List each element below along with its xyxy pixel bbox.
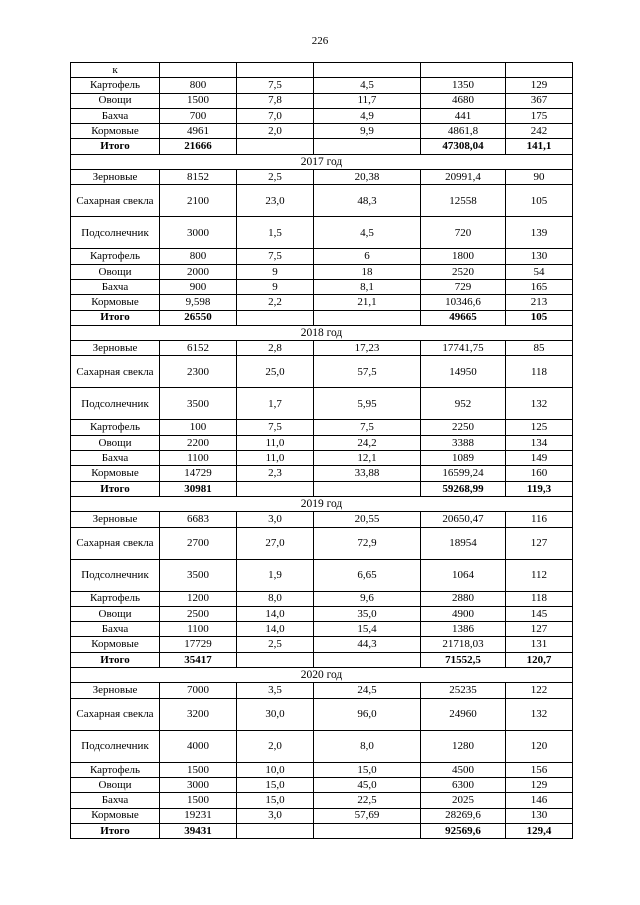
- crop-cell: Картофель: [71, 78, 160, 93]
- value-cell: 9,9: [314, 124, 421, 139]
- value-cell: 2025: [421, 793, 506, 808]
- crop-cell: Сахарная свекла: [71, 527, 160, 559]
- value-cell: 6300: [421, 777, 506, 792]
- value-cell: 3200: [160, 698, 237, 730]
- total-value: 59268,99: [421, 481, 506, 496]
- value-cell: 6: [314, 249, 421, 264]
- value-cell: 11,0: [237, 451, 314, 466]
- value-cell: 96,0: [314, 698, 421, 730]
- empty-cell: [237, 310, 314, 325]
- total-label: Итого: [71, 481, 160, 496]
- table-row: [71, 93, 573, 108]
- value-cell: 20,55: [314, 512, 421, 527]
- table-row: [71, 622, 573, 637]
- value-cell: 72,9: [314, 527, 421, 559]
- total-value: 49665: [421, 310, 506, 325]
- value-cell: 9: [237, 264, 314, 279]
- crop-cell: Кормовые: [71, 124, 160, 139]
- value-cell: 4861,8: [421, 124, 506, 139]
- total-label: Итого: [71, 823, 160, 838]
- value-cell: 1500: [160, 93, 237, 108]
- value-cell: 3,0: [237, 512, 314, 527]
- empty-cell: [160, 63, 237, 78]
- table-row: [71, 295, 573, 310]
- table-row: [71, 420, 573, 435]
- value-cell: 2,2: [237, 295, 314, 310]
- table-row: [71, 730, 573, 762]
- value-cell: 2250: [421, 420, 506, 435]
- value-cell: 129: [506, 777, 573, 792]
- total-value: 105: [506, 310, 573, 325]
- value-cell: 132: [506, 388, 573, 420]
- value-cell: 112: [506, 559, 573, 591]
- value-cell: 10346,6: [421, 295, 506, 310]
- value-cell: 25,0: [237, 356, 314, 388]
- value-cell: 7,5: [237, 78, 314, 93]
- value-cell: 213: [506, 295, 573, 310]
- crop-cell: Овощи: [71, 777, 160, 792]
- crop-cell: Картофель: [71, 249, 160, 264]
- table-row: [71, 249, 573, 264]
- table-row: [71, 185, 573, 217]
- year-header: 2017 год: [71, 154, 573, 169]
- year-header-row: [71, 496, 573, 511]
- value-cell: 3,5: [237, 683, 314, 698]
- value-cell: 118: [506, 591, 573, 606]
- value-cell: 2500: [160, 606, 237, 621]
- crop-cell: Кормовые: [71, 295, 160, 310]
- value-cell: 4000: [160, 730, 237, 762]
- value-cell: 14950: [421, 356, 506, 388]
- value-cell: 6683: [160, 512, 237, 527]
- table-row: [71, 124, 573, 139]
- value-cell: 2100: [160, 185, 237, 217]
- value-cell: 30,0: [237, 698, 314, 730]
- total-value: 120,7: [506, 652, 573, 667]
- value-cell: 11,0: [237, 435, 314, 450]
- empty-cell: [314, 481, 421, 496]
- total-value: 119,3: [506, 481, 573, 496]
- value-cell: 9,598: [160, 295, 237, 310]
- total-value: 129,4: [506, 823, 573, 838]
- value-cell: 2,0: [237, 124, 314, 139]
- value-cell: 6,65: [314, 559, 421, 591]
- value-cell: 7000: [160, 683, 237, 698]
- table-row: [71, 279, 573, 294]
- value-cell: 1089: [421, 451, 506, 466]
- table-row: [71, 606, 573, 621]
- value-cell: 4,9: [314, 108, 421, 123]
- table-row: [71, 356, 573, 388]
- value-cell: 85: [506, 341, 573, 356]
- table-row: [71, 63, 573, 78]
- crop-cell: к: [71, 63, 160, 78]
- value-cell: 1386: [421, 622, 506, 637]
- crop-cell: Подсолнечник: [71, 388, 160, 420]
- value-cell: 2700: [160, 527, 237, 559]
- crop-cell: Овощи: [71, 435, 160, 450]
- value-cell: 15,0: [237, 777, 314, 792]
- value-cell: 4900: [421, 606, 506, 621]
- value-cell: 9,6: [314, 591, 421, 606]
- value-cell: 21,1: [314, 295, 421, 310]
- crop-cell: Картофель: [71, 420, 160, 435]
- table-row: [71, 559, 573, 591]
- crop-cell: Кормовые: [71, 637, 160, 652]
- value-cell: 7,8: [237, 93, 314, 108]
- value-cell: 10,0: [237, 762, 314, 777]
- value-cell: 20991,4: [421, 170, 506, 185]
- crop-cell: Сахарная свекла: [71, 356, 160, 388]
- value-cell: 952: [421, 388, 506, 420]
- value-cell: 25235: [421, 683, 506, 698]
- total-value: 47308,04: [421, 139, 506, 154]
- value-cell: 22,5: [314, 793, 421, 808]
- total-row: [71, 481, 573, 496]
- table-row: [71, 591, 573, 606]
- crop-cell: Кормовые: [71, 808, 160, 823]
- total-row: [71, 139, 573, 154]
- table-row: [71, 435, 573, 450]
- table-row: [71, 341, 573, 356]
- value-cell: 1,9: [237, 559, 314, 591]
- table-row: [71, 451, 573, 466]
- table-row: [71, 698, 573, 730]
- value-cell: 175: [506, 108, 573, 123]
- value-cell: 800: [160, 249, 237, 264]
- value-cell: 16599,24: [421, 466, 506, 481]
- value-cell: 15,4: [314, 622, 421, 637]
- value-cell: 14729: [160, 466, 237, 481]
- value-cell: 57,69: [314, 808, 421, 823]
- total-value: 35417: [160, 652, 237, 667]
- table-row: [71, 78, 573, 93]
- crop-cell: Сахарная свекла: [71, 698, 160, 730]
- crop-cell: Бахча: [71, 793, 160, 808]
- table-row: [71, 108, 573, 123]
- year-header: 2019 год: [71, 496, 573, 511]
- table-row: [71, 762, 573, 777]
- crop-cell: Кормовые: [71, 466, 160, 481]
- value-cell: 134: [506, 435, 573, 450]
- value-cell: 11,7: [314, 93, 421, 108]
- value-cell: 21718,03: [421, 637, 506, 652]
- crop-cell: Подсолнечник: [71, 217, 160, 249]
- value-cell: 1280: [421, 730, 506, 762]
- empty-cell: [237, 823, 314, 838]
- total-row: [71, 823, 573, 838]
- value-cell: 15,0: [314, 762, 421, 777]
- empty-cell: [314, 63, 421, 78]
- value-cell: 2880: [421, 591, 506, 606]
- value-cell: 27,0: [237, 527, 314, 559]
- value-cell: 45,0: [314, 777, 421, 792]
- value-cell: 1500: [160, 762, 237, 777]
- table-row: [71, 512, 573, 527]
- value-cell: 8,0: [237, 591, 314, 606]
- value-cell: 7,5: [237, 249, 314, 264]
- value-cell: 17729: [160, 637, 237, 652]
- crop-cell: Овощи: [71, 606, 160, 621]
- empty-cell: [314, 823, 421, 838]
- value-cell: 24960: [421, 698, 506, 730]
- total-label: Итого: [71, 652, 160, 667]
- crop-cell: Зерновые: [71, 341, 160, 356]
- value-cell: 130: [506, 808, 573, 823]
- value-cell: 367: [506, 93, 573, 108]
- value-cell: 2,3: [237, 466, 314, 481]
- value-cell: 120: [506, 730, 573, 762]
- value-cell: 24,2: [314, 435, 421, 450]
- value-cell: 105: [506, 185, 573, 217]
- value-cell: 118: [506, 356, 573, 388]
- value-cell: 1064: [421, 559, 506, 591]
- value-cell: 125: [506, 420, 573, 435]
- value-cell: 3388: [421, 435, 506, 450]
- value-cell: 7,5: [237, 420, 314, 435]
- value-cell: 2,5: [237, 170, 314, 185]
- value-cell: 1200: [160, 591, 237, 606]
- year-header: 2020 год: [71, 668, 573, 683]
- value-cell: 3500: [160, 559, 237, 591]
- value-cell: 4,5: [314, 78, 421, 93]
- value-cell: 146: [506, 793, 573, 808]
- value-cell: 8152: [160, 170, 237, 185]
- value-cell: 8,0: [314, 730, 421, 762]
- value-cell: 1500: [160, 793, 237, 808]
- value-cell: 7,0: [237, 108, 314, 123]
- value-cell: 139: [506, 217, 573, 249]
- crop-cell: Овощи: [71, 264, 160, 279]
- empty-cell: [421, 63, 506, 78]
- value-cell: 720: [421, 217, 506, 249]
- empty-cell: [314, 652, 421, 667]
- value-cell: 160: [506, 466, 573, 481]
- value-cell: 4961: [160, 124, 237, 139]
- value-cell: 1800: [421, 249, 506, 264]
- value-cell: 900: [160, 279, 237, 294]
- value-cell: 17,23: [314, 341, 421, 356]
- total-label: Итого: [71, 139, 160, 154]
- total-row: [71, 310, 573, 325]
- value-cell: 2520: [421, 264, 506, 279]
- table-row: [71, 388, 573, 420]
- value-cell: 129: [506, 78, 573, 93]
- crop-cell: Сахарная свекла: [71, 185, 160, 217]
- value-cell: 130: [506, 249, 573, 264]
- value-cell: 2,5: [237, 637, 314, 652]
- value-cell: 4500: [421, 762, 506, 777]
- crop-cell: Бахча: [71, 622, 160, 637]
- value-cell: 7,5: [314, 420, 421, 435]
- total-value: 141,1: [506, 139, 573, 154]
- empty-cell: [314, 139, 421, 154]
- value-cell: 18954: [421, 527, 506, 559]
- value-cell: 3,0: [237, 808, 314, 823]
- value-cell: 242: [506, 124, 573, 139]
- value-cell: 1100: [160, 451, 237, 466]
- value-cell: 2200: [160, 435, 237, 450]
- page-number: 226: [311, 35, 329, 47]
- value-cell: 54: [506, 264, 573, 279]
- value-cell: 35,0: [314, 606, 421, 621]
- value-cell: 100: [160, 420, 237, 435]
- value-cell: 12558: [421, 185, 506, 217]
- value-cell: 122: [506, 683, 573, 698]
- value-cell: 2,8: [237, 341, 314, 356]
- value-cell: 28269,6: [421, 808, 506, 823]
- crop-cell: Бахча: [71, 108, 160, 123]
- table-row: [71, 777, 573, 792]
- value-cell: 20,38: [314, 170, 421, 185]
- value-cell: 3000: [160, 217, 237, 249]
- table-row: [71, 683, 573, 698]
- crop-cell: Зерновые: [71, 683, 160, 698]
- crop-cell: Овощи: [71, 93, 160, 108]
- value-cell: 15,0: [237, 793, 314, 808]
- empty-cell: [237, 139, 314, 154]
- value-cell: 14,0: [237, 622, 314, 637]
- value-cell: 12,1: [314, 451, 421, 466]
- value-cell: 145: [506, 606, 573, 621]
- value-cell: 3000: [160, 777, 237, 792]
- value-cell: 2,0: [237, 730, 314, 762]
- value-cell: 1,7: [237, 388, 314, 420]
- value-cell: 127: [506, 527, 573, 559]
- table-row: [71, 793, 573, 808]
- value-cell: 33,88: [314, 466, 421, 481]
- value-cell: 9: [237, 279, 314, 294]
- value-cell: 24,5: [314, 683, 421, 698]
- value-cell: 1,5: [237, 217, 314, 249]
- total-value: 30981: [160, 481, 237, 496]
- table-row: [71, 527, 573, 559]
- crop-yield-table: [70, 62, 573, 839]
- empty-cell: [237, 481, 314, 496]
- total-value: 71552,5: [421, 652, 506, 667]
- table-row: [71, 466, 573, 481]
- crop-cell: Бахча: [71, 451, 160, 466]
- value-cell: 17741,75: [421, 341, 506, 356]
- value-cell: 23,0: [237, 185, 314, 217]
- value-cell: 20650,47: [421, 512, 506, 527]
- year-header-row: [71, 325, 573, 340]
- table-row: [71, 264, 573, 279]
- value-cell: 19231: [160, 808, 237, 823]
- value-cell: 132: [506, 698, 573, 730]
- table-row: [71, 637, 573, 652]
- year-header: 2018 год: [71, 325, 573, 340]
- empty-cell: [314, 310, 421, 325]
- value-cell: 2000: [160, 264, 237, 279]
- total-row: [71, 652, 573, 667]
- empty-cell: [506, 63, 573, 78]
- crop-cell: Бахча: [71, 279, 160, 294]
- table-row: [71, 217, 573, 249]
- table-row: [71, 170, 573, 185]
- value-cell: 800: [160, 78, 237, 93]
- crop-cell: Картофель: [71, 762, 160, 777]
- value-cell: 729: [421, 279, 506, 294]
- value-cell: 131: [506, 637, 573, 652]
- value-cell: 8,1: [314, 279, 421, 294]
- value-cell: 127: [506, 622, 573, 637]
- value-cell: 4680: [421, 93, 506, 108]
- value-cell: 156: [506, 762, 573, 777]
- total-value: 21666: [160, 139, 237, 154]
- value-cell: 700: [160, 108, 237, 123]
- crop-cell: Подсолнечник: [71, 730, 160, 762]
- crop-cell: Зерновые: [71, 170, 160, 185]
- value-cell: 48,3: [314, 185, 421, 217]
- crop-cell: Подсолнечник: [71, 559, 160, 591]
- value-cell: 18: [314, 264, 421, 279]
- value-cell: 6152: [160, 341, 237, 356]
- value-cell: 1100: [160, 622, 237, 637]
- year-header-row: [71, 668, 573, 683]
- value-cell: 5,95: [314, 388, 421, 420]
- empty-cell: [237, 63, 314, 78]
- value-cell: 441: [421, 108, 506, 123]
- value-cell: 4,5: [314, 217, 421, 249]
- crop-cell: Картофель: [71, 591, 160, 606]
- crop-cell: Зерновые: [71, 512, 160, 527]
- total-label: Итого: [71, 310, 160, 325]
- value-cell: 57,5: [314, 356, 421, 388]
- value-cell: 1350: [421, 78, 506, 93]
- total-value: 26550: [160, 310, 237, 325]
- value-cell: 149: [506, 451, 573, 466]
- value-cell: 14,0: [237, 606, 314, 621]
- year-header-row: [71, 154, 573, 169]
- value-cell: 44,3: [314, 637, 421, 652]
- table-row: [71, 808, 573, 823]
- total-value: 92569,6: [421, 823, 506, 838]
- value-cell: 90: [506, 170, 573, 185]
- value-cell: 165: [506, 279, 573, 294]
- value-cell: 2300: [160, 356, 237, 388]
- total-value: 39431: [160, 823, 237, 838]
- empty-cell: [237, 652, 314, 667]
- value-cell: 116: [506, 512, 573, 527]
- value-cell: 3500: [160, 388, 237, 420]
